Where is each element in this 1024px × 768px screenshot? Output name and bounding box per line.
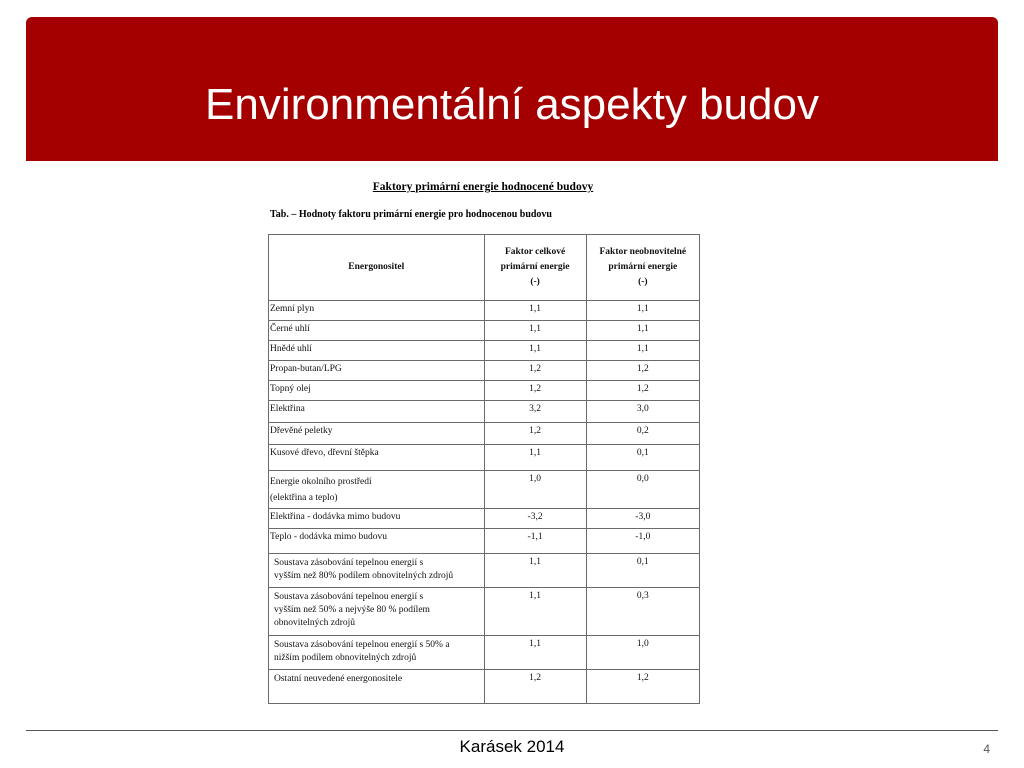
page-number: 4 — [983, 742, 990, 756]
cell-line: Teplo - dodávka mimo budovu — [270, 532, 388, 542]
table-header-row — [269, 235, 700, 301]
nonrenewable-factor-cell: 1,2 — [586, 361, 699, 381]
nonrenewable-factor-cell: -3,0 — [586, 509, 699, 529]
nonrenewable-factor-cell: 0,3 — [586, 588, 699, 636]
total-factor-cell: 1,2 — [484, 381, 586, 401]
cell-line: nižším podílem obnovitelných zdrojů — [274, 653, 417, 663]
cell-line: vyšším než 50% a nejvýše 80 % podílem — [274, 605, 430, 615]
cell-line: Černé uhlí — [270, 324, 310, 334]
energy-carrier-cell — [269, 509, 485, 529]
total-factor-cell: 1,1 — [484, 321, 586, 341]
table-row — [269, 381, 700, 401]
table-row — [269, 401, 700, 423]
header-line: (-) — [530, 277, 540, 287]
cell-line: Elektřina — [270, 404, 305, 414]
energy-carrier-cell — [269, 381, 485, 401]
table-row — [269, 321, 700, 341]
header-line: (-) — [638, 277, 648, 287]
header-line: Faktor neobnovitelné — [599, 247, 687, 257]
energy-carrier-cell — [269, 341, 485, 361]
nonrenewable-factor-cell: 1,1 — [586, 321, 699, 341]
header-line: primární energie — [608, 262, 678, 272]
energy-carrier-cell — [269, 321, 485, 341]
header-nonrenewable-factor — [586, 235, 699, 301]
cell-line: Hnědé uhlí — [270, 344, 312, 354]
table-row — [269, 529, 700, 554]
total-factor-cell: 1,2 — [484, 670, 586, 704]
table-caption: Tab. – Hodnoty faktoru primární energie pro hodnocenou budovu — [270, 209, 552, 220]
nonrenewable-factor-cell: 0,1 — [586, 554, 699, 588]
table-row — [269, 588, 700, 636]
energy-carrier-cell — [269, 670, 485, 704]
table-row — [269, 670, 700, 704]
total-factor-cell: 1,0 — [484, 471, 586, 509]
energy-carrier-cell — [269, 554, 485, 588]
primary-energy-factor-table — [268, 234, 700, 704]
footer-author: Karásek 2014 — [459, 737, 565, 756]
total-factor-cell: -1,1 — [484, 529, 586, 554]
energy-carrier-cell — [269, 301, 485, 321]
cell-line: Topný olej — [270, 384, 311, 394]
cell-line: obnovitelných zdrojů — [274, 618, 355, 628]
cell-line: Ostatní neuvedené energonositele — [274, 674, 403, 684]
table-row — [269, 554, 700, 588]
cell-line: (elektřina a teplo) — [270, 493, 338, 503]
energy-carrier-cell — [269, 588, 485, 636]
document-heading: Faktory primární energie hodnocené budovy — [372, 181, 594, 193]
total-factor-cell: 1,1 — [484, 341, 586, 361]
nonrenewable-factor-cell: -1,0 — [586, 529, 699, 554]
total-factor-cell: 1,1 — [484, 588, 586, 636]
cell-line: Energie okolního prostředí — [270, 477, 372, 487]
cell-line: Dřevěné peletky — [270, 426, 333, 436]
nonrenewable-factor-cell: 1,0 — [586, 636, 699, 670]
header-line: primární energie — [500, 262, 570, 272]
total-factor-cell: 1,2 — [484, 361, 586, 381]
cell-line: Zemní plyn — [270, 304, 315, 314]
nonrenewable-factor-cell: 0,1 — [586, 445, 699, 471]
header-energy-carrier: Energonositel — [269, 235, 485, 301]
energy-carrier-cell — [269, 636, 485, 670]
cell-line: Soustava zásobování tepelnou energií s — [274, 558, 424, 568]
energy-carrier-cell — [269, 445, 485, 471]
total-factor-cell: 1,2 — [484, 423, 586, 445]
header-line: Faktor celkové — [504, 247, 566, 257]
cell-line: Kusové dřevo, dřevní štěpka — [270, 448, 379, 458]
table-row — [269, 636, 700, 670]
nonrenewable-factor-cell: 1,1 — [586, 301, 699, 321]
cell-line: Propan-butan/LPG — [270, 364, 342, 374]
slide-title: Environmentální aspekty budov — [205, 80, 819, 129]
header-total-factor — [484, 235, 586, 301]
total-factor-cell: 1,1 — [484, 445, 586, 471]
energy-carrier-cell — [269, 401, 485, 423]
nonrenewable-factor-cell: 1,2 — [586, 381, 699, 401]
nonrenewable-factor-cell: 0,0 — [586, 471, 699, 509]
total-factor-cell: 1,1 — [484, 301, 586, 321]
energy-carrier-cell — [269, 529, 485, 554]
cell-line: vyšším než 80% podílem obnovitelných zdrojů — [274, 571, 454, 581]
table-row — [269, 361, 700, 381]
cell-line: Elektřina - dodávka mimo budovu — [270, 512, 401, 522]
cell-line: Soustava zásobování tepelnou energií s — [274, 592, 424, 602]
total-factor-cell: 1,1 — [484, 554, 586, 588]
table-row — [269, 445, 700, 471]
nonrenewable-factor-cell: 3,0 — [586, 401, 699, 423]
energy-carrier-cell — [269, 471, 485, 509]
cell-line: Soustava zásobování tepelnou energií s 50% a — [274, 640, 450, 650]
nonrenewable-factor-cell: 0,2 — [586, 423, 699, 445]
energy-carrier-cell — [269, 423, 485, 445]
table-row — [269, 301, 700, 321]
total-factor-cell: 3,2 — [484, 401, 586, 423]
table-row — [269, 471, 700, 509]
nonrenewable-factor-cell: 1,2 — [586, 670, 699, 704]
energy-carrier-cell — [269, 361, 485, 381]
total-factor-cell: 1,1 — [484, 636, 586, 670]
title-bar — [26, 17, 998, 161]
total-factor-cell: -3,2 — [484, 509, 586, 529]
footer-divider — [26, 730, 998, 731]
nonrenewable-factor-cell: 1,1 — [586, 341, 699, 361]
table-row — [269, 341, 700, 361]
table-row — [269, 509, 700, 529]
table-row — [269, 423, 700, 445]
